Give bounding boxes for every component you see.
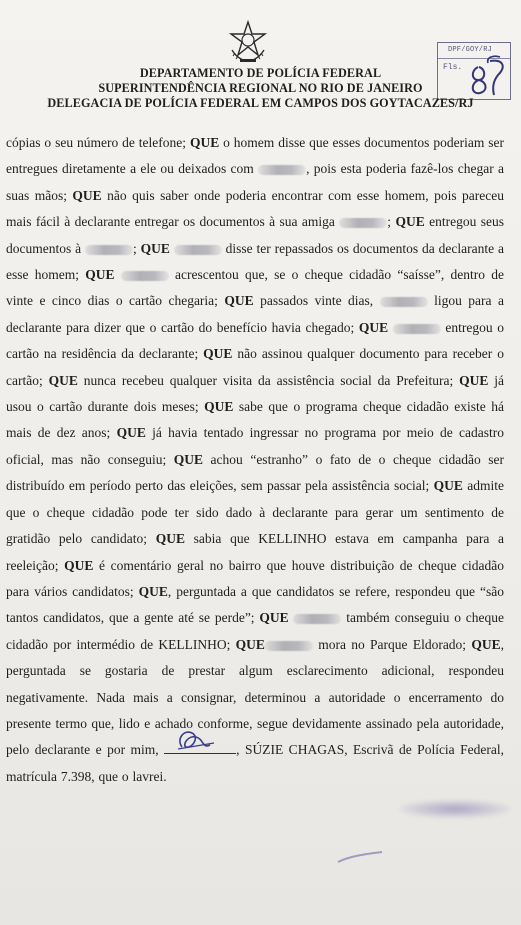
text-segment: admite que o cheque cidadão pode ter sido dado à declarante para gerar um sentimento de gratidão pelo candidato; — [6, 478, 504, 547]
redacted-name — [121, 271, 169, 281]
que-keyword: QUE — [155, 531, 185, 547]
redacted-name — [85, 245, 133, 255]
que-keyword: QUE — [48, 372, 78, 388]
pen-stroke-mark — [336, 848, 386, 866]
text-segment: ; — [133, 240, 141, 256]
text-segment: entregou seus documentos à — [6, 214, 504, 256]
text-segment: sabe que o programa cheque cidadão existe há mais de dez anos; — [6, 399, 505, 441]
text-segment: acrescentou que, se o cheque cidadão “saísse”, dentro de vinte e cinco dias o cartão chegaria; — [6, 267, 505, 309]
header-delegacy: DELEGACIA DE POLÍCIA FEDERAL EM CAMPOS DOS GOYTACAZES/RJ — [47, 96, 474, 110]
que-keyword: QUE — [64, 557, 94, 573]
que-keyword: QUE — [203, 346, 233, 362]
header-department: DEPARTAMENTO DE POLÍCIA FEDERAL — [139, 66, 382, 80]
text-segment: também conseguiu o cheque cidadão por intermédio de KELLINHO; — [6, 610, 504, 652]
que-keyword: QUE — [140, 240, 170, 256]
testimony-paragraph — [6, 130, 504, 790]
redacted-name — [265, 641, 313, 651]
text-segment: o homem disse que esses documentos poderiam ser entregues diretamente a ele ou deixados com — [6, 135, 504, 177]
signature-line — [164, 739, 236, 754]
que-keyword: QUE — [459, 372, 489, 388]
testimony-text — [6, 130, 504, 790]
text-segment: , SÚZIE CHAGAS, Escrivã de Polícia Federal, matrícula 7.398, que o lavrei. — [6, 742, 504, 784]
stamp-label: Fls. — [443, 63, 463, 72]
text-segment: , perguntada a que candidatos se refere, respondeu que “são tantos candidatos, que a gente até se perde”; — [6, 583, 504, 626]
redacted-name — [293, 614, 341, 624]
text-segment: achou “estranho” o fato de o cheque cidadão ser distribuído em período perto das eleições, sem passar pela assistência social; — [6, 451, 504, 494]
que-keyword: QUE — [471, 636, 501, 652]
que-keyword: QUE — [116, 425, 146, 441]
que-keyword: QUE — [85, 267, 115, 283]
redacted-signature — [400, 800, 510, 818]
text-segment: não assinou qualquer documento para receber o cartão; — [6, 346, 504, 388]
redacted-name — [258, 165, 306, 175]
text-segment: , perguntada se gostaria de prestar algum esclarecimento adicional, respondeu negativamente. Nada mais a consignar, determinou a autoridade o encerramento do presente termo que, lido e achado conforme, segue devidamente assinado pela autoridade, pelo declarante e por mim, — [6, 636, 504, 758]
handwritten-signature — [174, 727, 220, 753]
coat-of-arms-icon — [226, 20, 270, 64]
text-segment: já havia tentado ingressar no programa por meio de cadastro oficial, mas não conseguiu; — [6, 425, 504, 467]
que-keyword: QUE — [358, 319, 389, 335]
text-segment: nunca recebeu qualquer visita da assistência social da Prefeitura; — [77, 372, 460, 388]
text-segment: mora no Parque Eldorado; — [312, 636, 472, 652]
redacted-name — [393, 324, 441, 334]
stamp-office: DPF/GOY/RJ — [448, 46, 493, 54]
que-keyword: QUE — [395, 214, 425, 230]
que-keyword: QUE — [235, 636, 265, 652]
text-segment: disse ter repassados os documentos da declarante a esse homem; — [6, 240, 505, 283]
text-segment: entregou o cartão na residência da declarante; — [6, 319, 505, 362]
text-segment: é comentário geral no bairro que houve distribuição de cheque cidadão para vários candidatos; — [6, 557, 504, 599]
que-keyword: QUE — [138, 583, 168, 599]
text-segment: já usou o cartão durante dois meses; — [6, 372, 504, 415]
text-segment: ligou para a declarante para dizer que o cartão do benefício havia chegado; — [6, 293, 504, 335]
que-keyword: QUE — [259, 610, 289, 626]
que-keyword: QUE — [173, 451, 204, 467]
que-keyword: QUE — [204, 399, 234, 415]
que-keyword: QUE — [72, 187, 102, 203]
text-segment: não quis saber onde poderia encontrar com esse homem, pois pareceu mais fácil à declarante entregar os documentos à sua amiga — [6, 187, 504, 230]
text-segment: ; — [387, 214, 396, 230]
redacted-name — [380, 297, 428, 307]
redacted-name — [174, 245, 222, 255]
que-keyword: QUE — [224, 293, 254, 309]
text-segment: cópias o seu número de telefone; — [6, 135, 190, 150]
header-superintendency: SUPERINTENDÊNCIA REGIONAL NO RIO DE JANEIRO — [98, 81, 423, 95]
text-segment: , pois esta poderia fazê-los chegar a suas mãos; — [6, 161, 504, 203]
text-segment: passados vinte dias, — [253, 293, 380, 309]
document-header — [20, 66, 501, 111]
que-keyword: QUE — [433, 478, 463, 494]
text-segment: sabia que KELLINHO estava em campanha para a reeleição; — [6, 531, 505, 573]
que-keyword: QUE — [189, 135, 220, 150]
redacted-name — [339, 218, 387, 228]
